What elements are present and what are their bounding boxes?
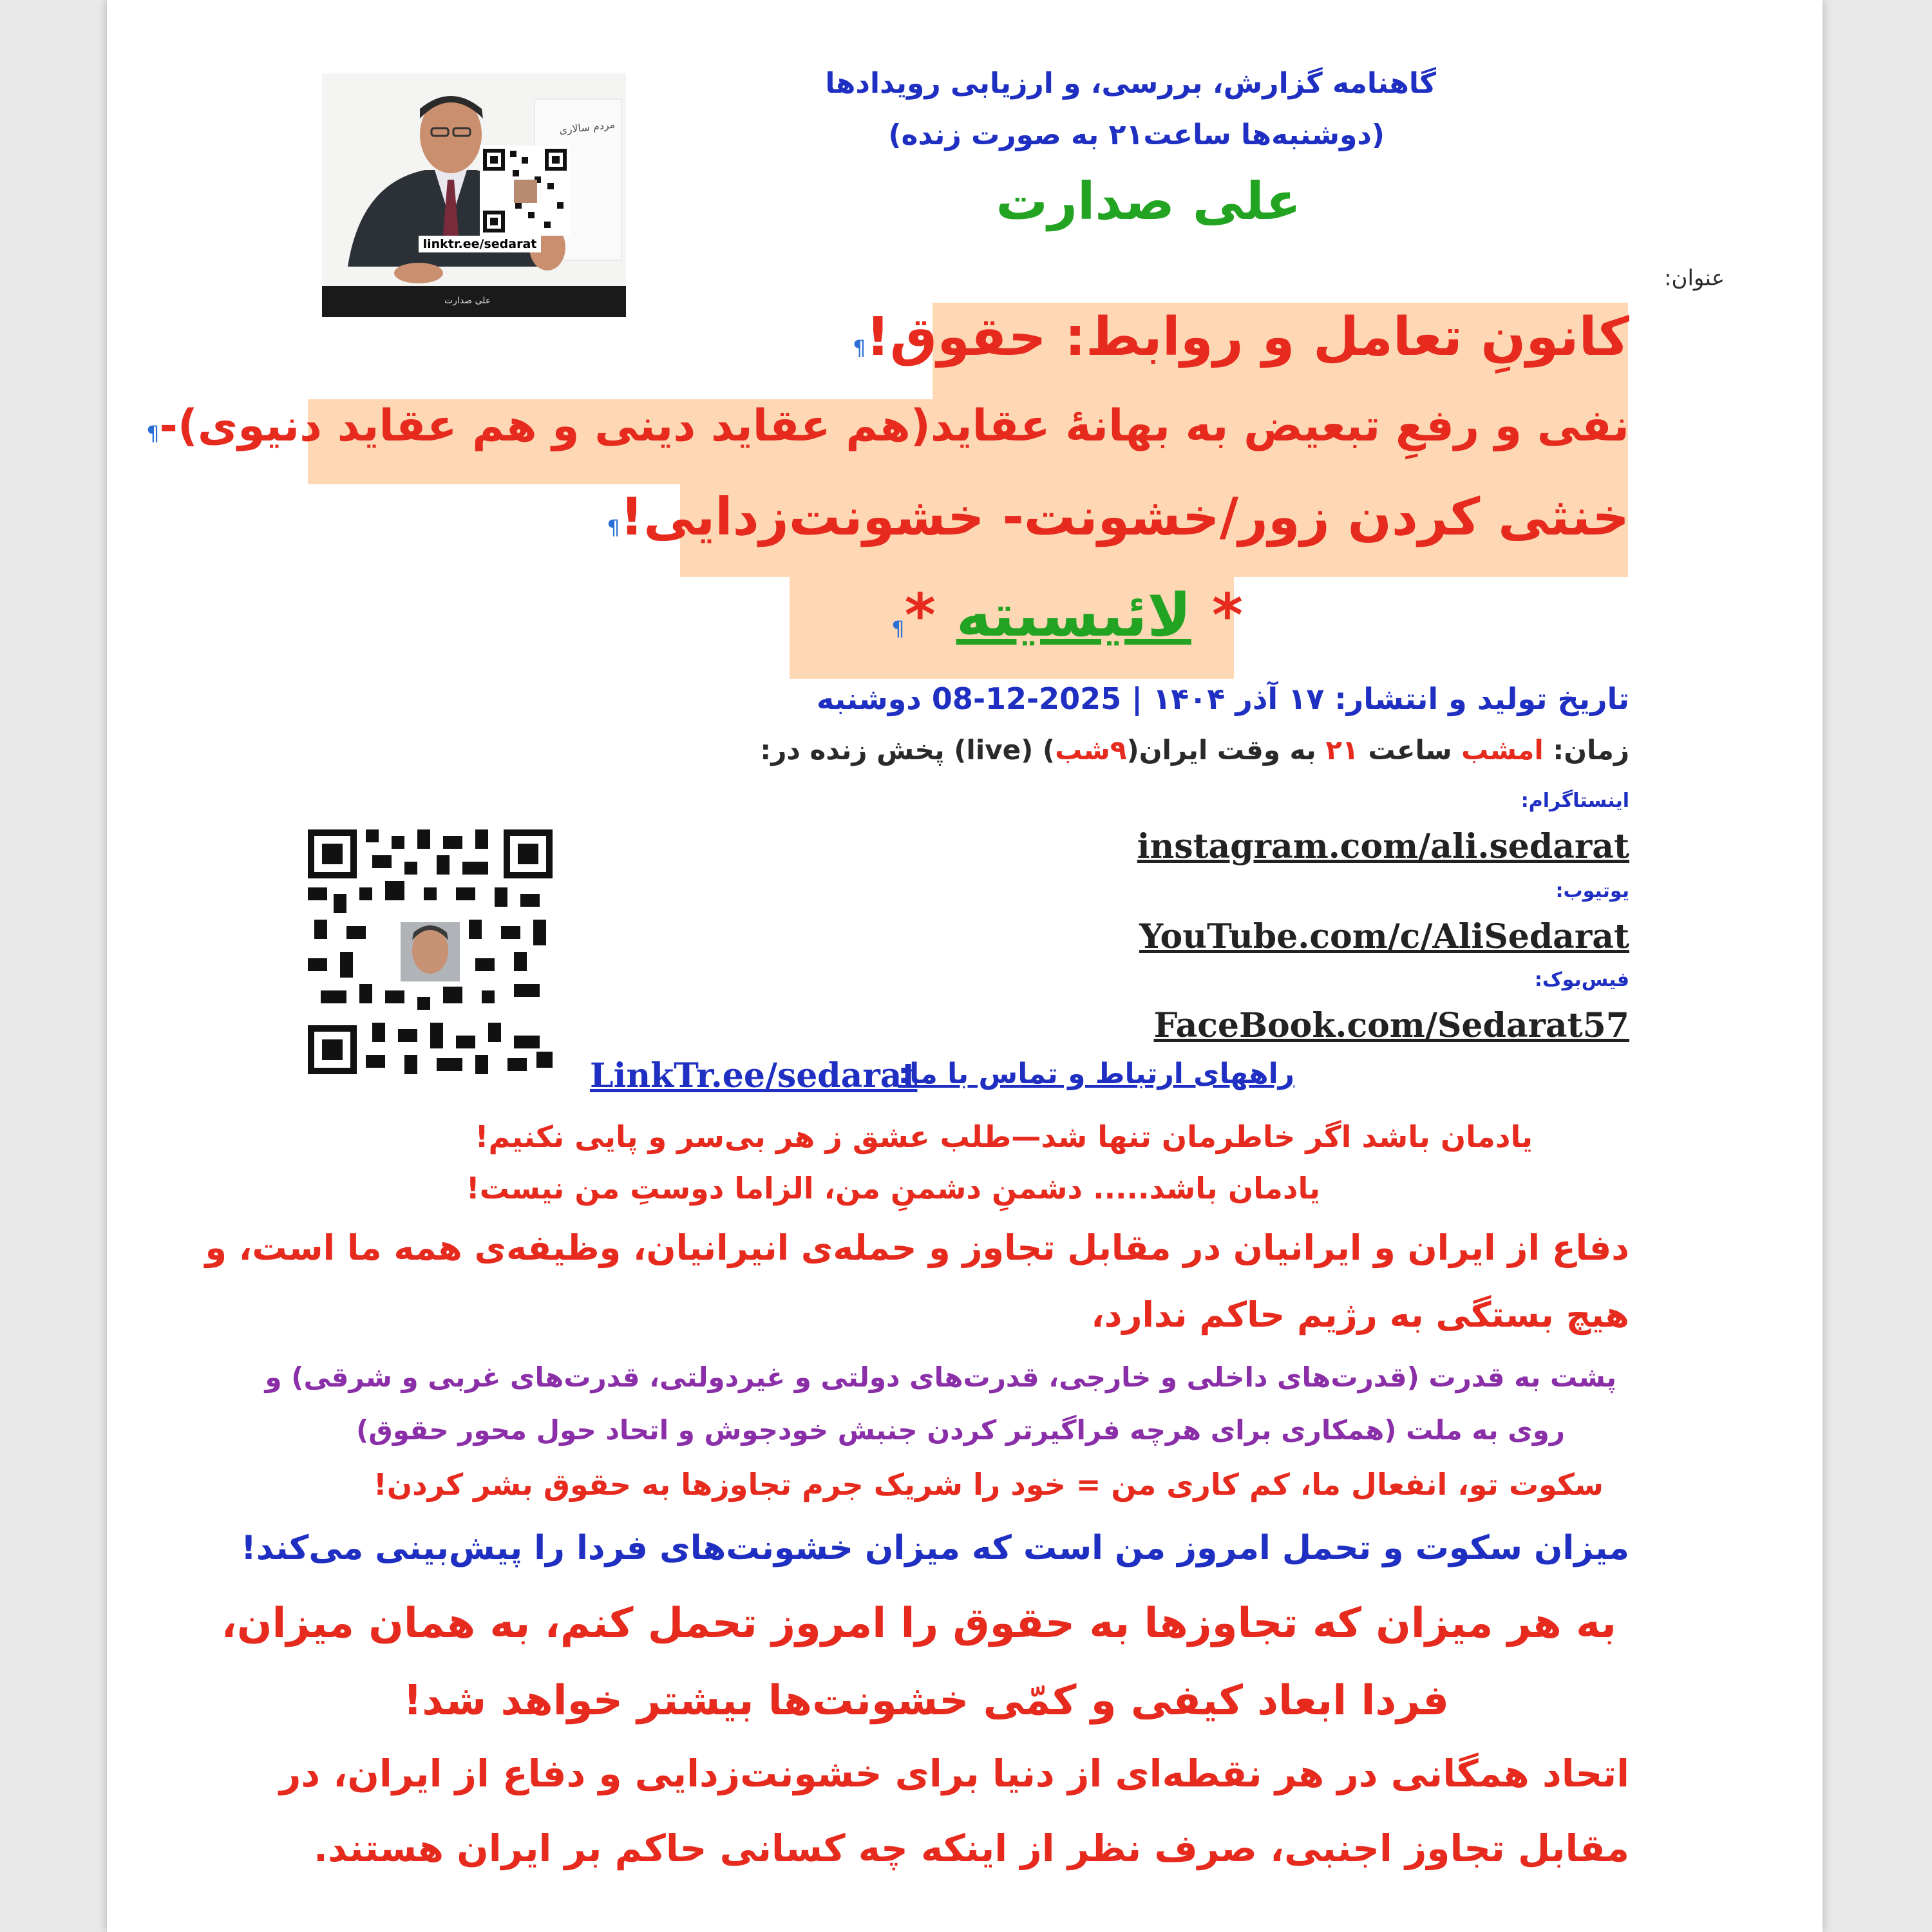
- title-line-1: کانونِ تعامل و روابط: حقوق!¶: [853, 307, 1629, 368]
- facebook-link[interactable]: FaceBook.com/Sedarat57: [1153, 1006, 1629, 1045]
- author-photo: [322, 73, 626, 317]
- author-name: علی صدارت: [996, 171, 1301, 231]
- contact-label: راههای ارتباط و تماس با ما:: [898, 1057, 1294, 1090]
- youtube-link[interactable]: YouTube.com/c/AliSedarat: [1139, 917, 1629, 956]
- qr-code: [308, 829, 553, 1074]
- qr-code-graphic: [308, 829, 553, 1074]
- tolerance-line-2: فردا ابعاد کیفی و کمّی خشونت‌ها بیشتر خواهد شد!: [403, 1677, 1449, 1725]
- portrait-illustration: [322, 73, 626, 317]
- publish-date: تاریخ تولید و انتشار: ۱۷ آذر ۱۴۰۴ | 2025-12-08 دوشنبه: [817, 681, 1629, 716]
- tolerance-line-1: به هر میزان که تجاوزها به حقوق را امروز تحمل کنم، به همان میزان،: [221, 1600, 1616, 1647]
- title-line-2: نفی و رفعِ تبعیض به بهانهٔ عقاید(هم عقاید دینی و هم عقاید دنیوی)-¶: [146, 401, 1629, 451]
- photo-nameplate: علی صدارت: [444, 296, 491, 306]
- instagram-link[interactable]: instagram.com/ali.sedarat: [1137, 827, 1629, 866]
- silence-line: سکوت تو، انفعال ما، کم کاری من = خود را شریک جرم تجاوزها به حقوق بشر کردن!: [373, 1467, 1604, 1502]
- unity-line-2: مقابل تجاوز اجنبی، صرف نظر از اینکه چه کسانی حاکم بر ایران هستند.: [313, 1826, 1629, 1870]
- header-line-2: (دوشنبه‌ها ساعت۲۱ به صورت زنده): [888, 118, 1385, 151]
- remember-line-1: یادمان باشد اگر خاطرمان تنها شد—طلب عشق ز هر بی‌سر و پایی نکنیم!: [475, 1119, 1533, 1154]
- contact-line: [898, 1057, 1294, 1090]
- power-line-2: روی به ملت (همکاری برای هرچه فراگیرتر کردن جنبش خودجوش و اتحاد حول محور حقوق): [356, 1414, 1565, 1446]
- contact-link[interactable]: LinkTr.ee/sedarat: [590, 1056, 918, 1095]
- broadcast-time: زمان: امشب ساعت ۲۱ به وقت ایران(۹شب) (live) پخش زنده در:: [760, 734, 1629, 766]
- title-label: عنوان:: [1664, 265, 1725, 291]
- document-page: [107, 0, 1823, 1932]
- unity-line-1: اتحاد همگانی در هر نقطه‌ای از دنیا برای خشونت‌زدایی و دفاع از ایران، در: [279, 1752, 1629, 1795]
- instagram-label: اینستاگرام:: [1520, 790, 1629, 812]
- power-line-1: پشت به قدرت (قدرت‌های داخلی و خارجی، قدرت‌های دولتی و غیردولتی، قدرت‌های غربی و شرقی) و: [265, 1361, 1616, 1393]
- youtube-label: یوتیوب:: [1555, 880, 1629, 902]
- header-line-1: گاهنامه گزارش، بررسی، و ارزیابی رویدادها: [825, 67, 1436, 100]
- photo-link-caption: linktr.ee/sedarat: [419, 236, 541, 252]
- laicite-line: * لائیسیته *¶: [891, 581, 1243, 650]
- photo-sign-text: مردم سالاری: [558, 118, 616, 137]
- measure-line: میزان سکوت و تحمل امروز من است که میزان خشونت‌های فردا را پیش‌بینی می‌کند!: [241, 1529, 1629, 1567]
- defense-line-2: هیچ بستگی به رژیم حاکم ندارد،: [1091, 1294, 1629, 1335]
- defense-line-1: دفاع از ایران و ایرانیان در مقابل تجاوز و حمله‌ی انیرانیان، وظیفه‌ی همه ما است، و: [205, 1227, 1629, 1268]
- facebook-label: فیس‌بوک:: [1534, 969, 1629, 991]
- title-line-3: خنثی کردن زور/خشونت- خشونت‌زدایی!¶: [607, 487, 1629, 547]
- remember-line-2: یادمان باشد..... دشمنِ دشمنِ من، الزاما دوستِ من نیست!: [466, 1171, 1320, 1206]
